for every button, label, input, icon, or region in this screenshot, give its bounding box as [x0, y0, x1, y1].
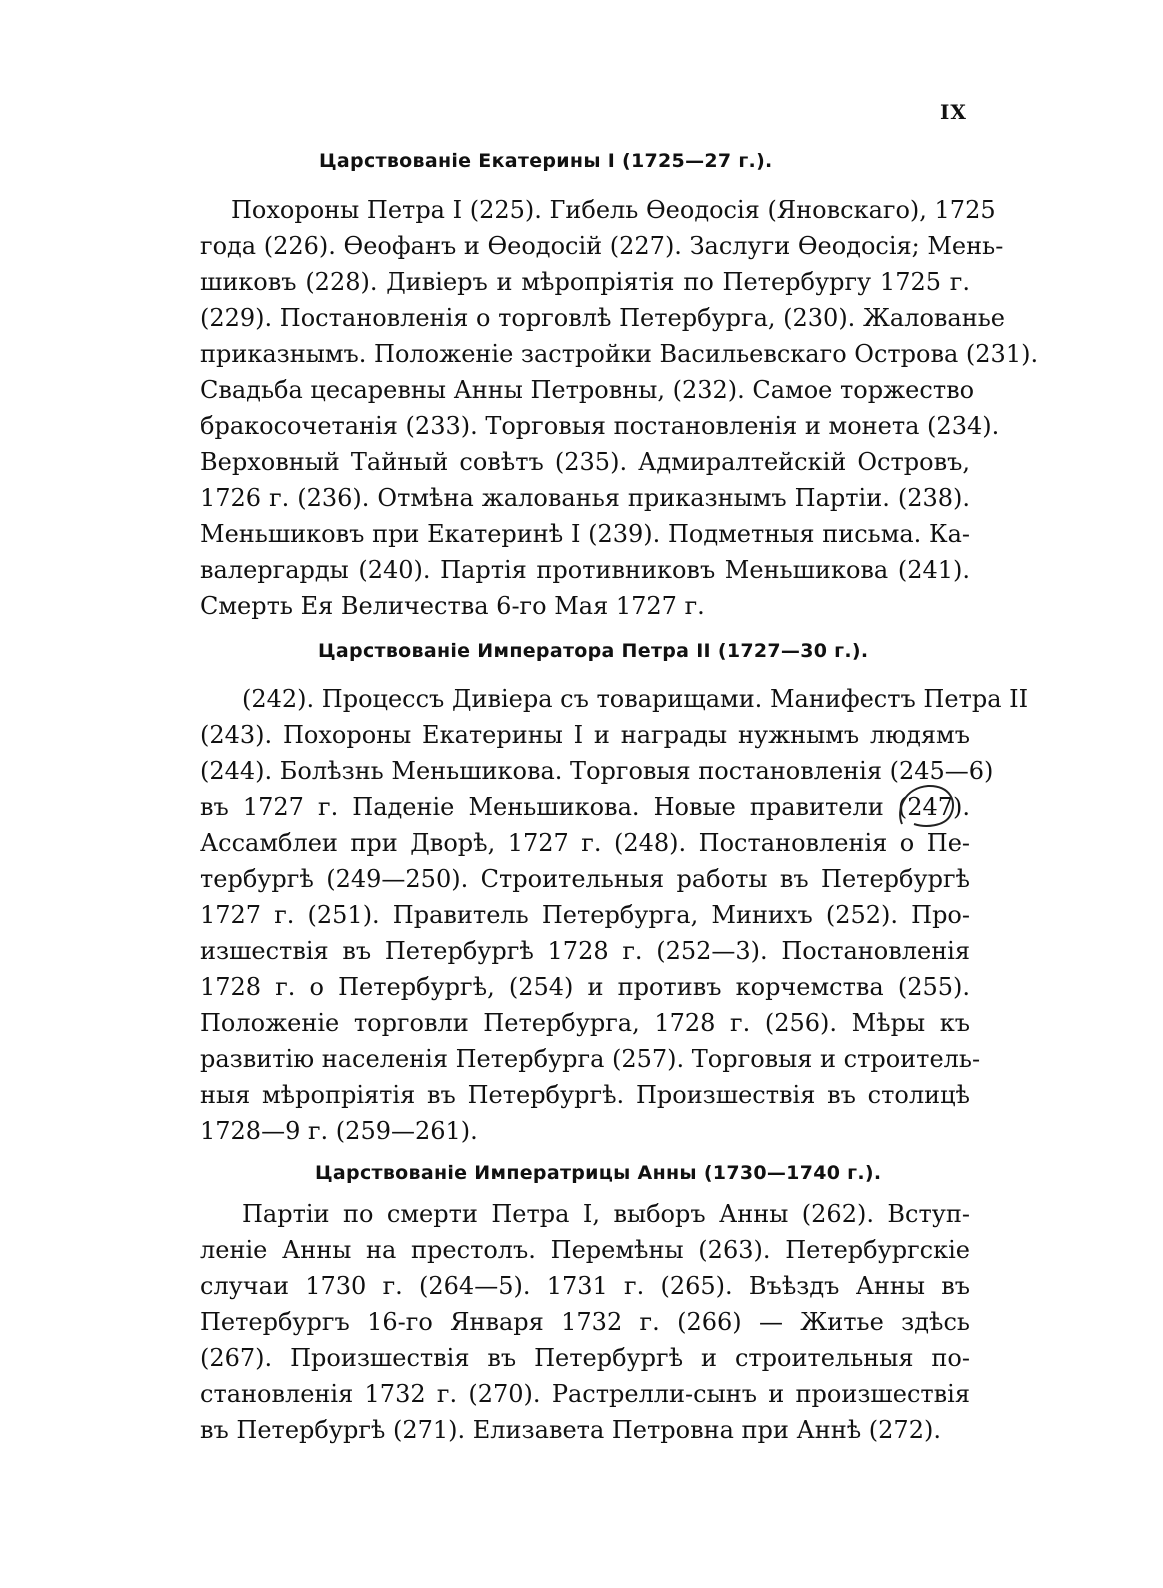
- text-line: Смерть Ея Величества 6-го Мая 1727 г.: [200, 592, 705, 620]
- section-body: [200, 192, 1039, 624]
- text-line: случаи 1730 г. (264—5). 1731 г. (265). Въѣздъ Анны въ: [200, 1272, 970, 1300]
- text-line: Верховный Тайный совѣтъ (235). Адмиралтейскій Островъ,: [200, 448, 970, 476]
- text-line: бракосочетанія (233). Торговыя постановленія и монета (234).: [200, 412, 1000, 440]
- text-line: 1726 г. (236). Отмѣна жалованья приказнымъ Партіи. (238).: [200, 484, 970, 512]
- text-line: становленія 1732 г. (270). Растрелли-сынъ и произшествія: [200, 1380, 970, 1408]
- text-line: въ 1727 г. Паденіе Меньшикова. Новые правители (247).: [200, 793, 970, 821]
- page-number: IX: [940, 100, 967, 124]
- text-line: ныя мѣропріятія въ Петербургѣ. Произшествія въ столицѣ: [200, 1081, 970, 1109]
- section-heading: Царствованіе Императрицы Анны (1730—1740 г.).: [315, 1162, 882, 1184]
- text-line: тербургѣ (249—250). Строительныя работы въ Петербургѣ: [200, 865, 970, 893]
- text-line: (267). Произшествія въ Петербургѣ и строительныя по-: [200, 1344, 970, 1372]
- text-line: Меньшиковъ при Екатеринѣ I (239). Подметныя письма. Ка-: [200, 520, 970, 548]
- text-line: 1728 г. о Петербургѣ, (254) и противъ корчемства (255).: [200, 973, 970, 1001]
- text-line: валергарды (240). Партія противниковъ Меньшикова (241).: [200, 556, 970, 584]
- text-line: года (226). Ѳеофанъ и Ѳеодосій (227). Заслуги Ѳеодосія; Мень-: [200, 232, 1004, 260]
- text-line: (229). Постановленія о торговлѣ Петербурга, (230). Жалованье: [200, 304, 1005, 332]
- text-line: 1728—9 г. (259—261).: [200, 1117, 478, 1145]
- text-line: изшествія въ Петербургѣ 1728 г. (252—3). Постановленія: [200, 937, 970, 965]
- text-line: Партіи по смерти Петра I, выборъ Анны (262). Вступ-: [242, 1200, 970, 1228]
- text-line: въ Петербургѣ (271). Елизавета Петровна при Аннѣ (272).: [200, 1416, 941, 1444]
- section-heading: Царствованіе Екатерины I (1725—27 г.).: [319, 150, 773, 172]
- text-line: Положеніе торговли Петербурга, 1728 г. (256). Мѣры къ: [200, 1009, 970, 1037]
- text-line: приказнымъ. Положеніе застройки Васильевскаго Острова (231).: [200, 340, 1039, 368]
- text-line: леніе Анны на престолъ. Перемѣны (263). Петербургскіе: [200, 1236, 970, 1264]
- text-line: Свадьба цесаревны Анны Петровны, (232). Самое торжество: [200, 376, 975, 404]
- section-heading: Царствованіе Императора Петра II (1727—30 г.).: [318, 640, 869, 662]
- text-line: (242). Процессъ Дивіера съ товарищами. Манифестъ Петра II: [242, 685, 1029, 713]
- text-line: Похороны Петра I (225). Гибель Ѳеодосія (Яновскаго), 1725: [231, 196, 996, 224]
- section-body: [200, 1196, 970, 1448]
- text-line: (244). Болѣзнь Меньшикова. Торговыя постановленія (245—6): [200, 757, 994, 785]
- section-body: [200, 681, 1029, 1149]
- text-line: развитію населенія Петербурга (257). Торговыя и строитель-: [200, 1045, 981, 1073]
- text-line: (243). Похороны Екатерины I и награды нужнымъ людямъ: [200, 721, 970, 749]
- text-line: Петербургъ 16-го Января 1732 г. (266) — Житье здѣсь: [200, 1308, 970, 1336]
- text-line: Ассамблеи при Дворѣ, 1727 г. (248). Постановленія о Пе-: [200, 829, 970, 857]
- text-line: 1727 г. (251). Правитель Петербурга, Минихъ (252). Про-: [200, 901, 970, 929]
- text-line: шиковъ (228). Дивіеръ и мѣропріятія по Петербургу 1725 г.: [200, 268, 970, 296]
